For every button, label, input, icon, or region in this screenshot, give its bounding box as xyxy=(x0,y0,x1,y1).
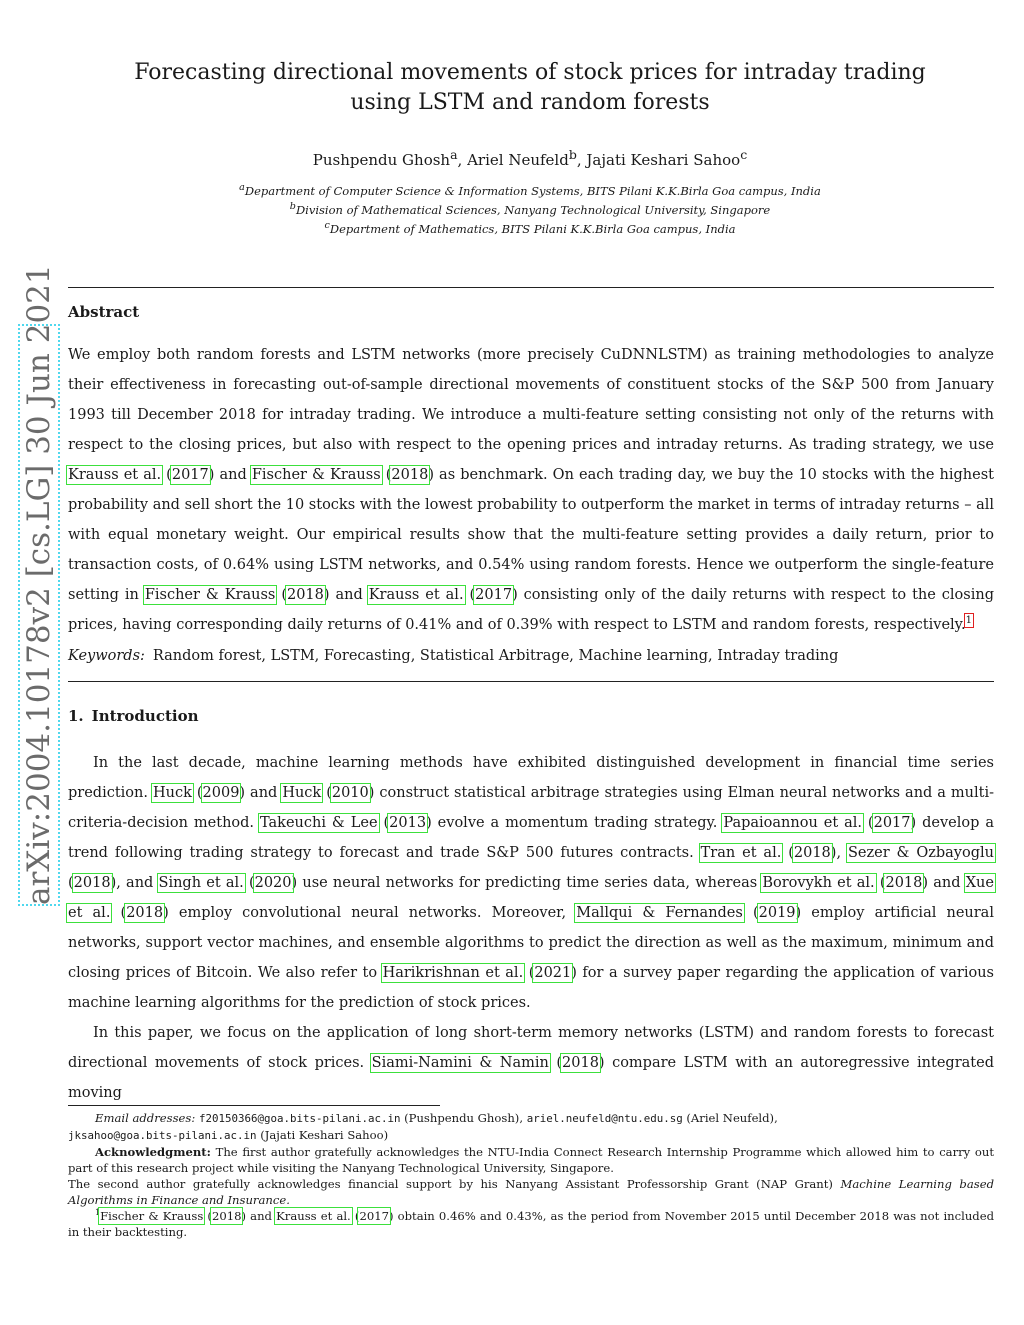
author-name: Jajati Keshari Sahoo xyxy=(586,151,741,169)
citation-link[interactable]: Fischer & Krauss xyxy=(144,587,276,603)
citation-link[interactable]: Krauss et al. xyxy=(68,467,162,483)
body-text: ) and xyxy=(922,875,966,891)
author-mark: b xyxy=(568,147,577,162)
affiliation xyxy=(120,199,940,218)
body-text: ( xyxy=(523,965,535,981)
citation-link[interactable]: Mallqui & Fernandes xyxy=(576,905,743,921)
email-owner: (Ariel Neufeld), xyxy=(682,1111,778,1125)
citation-link[interactable]: Xue et al. xyxy=(68,875,994,921)
body-text: ( xyxy=(321,785,332,801)
body-text: In this paper, we focus on the application of long short-term memory networks (LSTM) and random forests to forecast directional movements of stock prices. xyxy=(68,1025,994,1071)
footnote-text: ) obtain 0.46% and 0.43%, as the period from November 2015 until December 2018 was not included in their backtesting. xyxy=(68,1209,994,1239)
abstract-text: ( xyxy=(380,467,392,483)
body-text: ) evolve a momentum trading strategy. xyxy=(426,815,724,831)
citation-link[interactable]: Fischer & Krauss xyxy=(100,1209,204,1223)
footnote-ref-link[interactable]: 1 xyxy=(965,615,972,627)
citation-year-link[interactable]: 2018 xyxy=(73,875,111,891)
citation-year-link[interactable]: 2018 xyxy=(286,587,324,603)
footnote-text: ) and xyxy=(241,1209,277,1223)
body-text: ( xyxy=(781,845,794,861)
body-text: ( xyxy=(742,905,759,921)
intro-paragraph-2 xyxy=(68,1018,994,1108)
affiliation xyxy=(120,180,940,199)
body-text: ( xyxy=(68,875,74,891)
abstract-text: ) as benchmark. On each trading day, we buy the 10 stocks with the highest probability and sell short the 10 stocks with the lowest probability to outperform the market in terms of intraday returns – all with equal monetary weight. Our empirical results show that the multi-feature setting provides a daily return, prior to transaction costs, of 0.64% using LSTM networks, and 0.54% using random forests. Hence we outperform the single-feature setting in xyxy=(68,467,994,603)
body-text: ) construct statistical arbitrage strategies using Elman neural networks and a multi-criteria-decision method. xyxy=(68,785,995,831)
affiliation-text: Division of Mathematical Sciences, Nanyang Technological University, Singapore xyxy=(295,202,771,217)
keywords-text: Random forest, LSTM, Forecasting, Statistical Arbitrage, Machine learning, Intraday trading xyxy=(152,648,839,664)
abstract-text: ) and xyxy=(323,587,369,603)
body-text: In the last decade, machine learning methods have exhibited distinguished development in financial time series prediction. xyxy=(68,755,994,801)
citation-year-link[interactable]: 2018 xyxy=(126,905,164,921)
body-text: ), and xyxy=(110,875,159,891)
citation-year-link[interactable]: 2017 xyxy=(359,1209,389,1223)
citation-link[interactable]: Krauss et al. xyxy=(368,587,464,603)
citation-link[interactable]: Siami-Namini & Namin xyxy=(371,1055,549,1071)
affiliation-text: Department of Mathematics, BITS Pilani K.K.Birla Goa campus, India xyxy=(329,221,736,236)
abstract-bottom-rule xyxy=(68,681,994,682)
intro-paragraph-1 xyxy=(68,748,994,1018)
citation-year-link[interactable]: 2018 xyxy=(885,875,923,891)
body-text: ( xyxy=(548,1055,563,1071)
footnotes xyxy=(68,1110,994,1240)
grant-title: Machine Learning based Algorithms in Finance and Insurance. xyxy=(68,1177,994,1207)
citation-link[interactable]: Takeuchi & Lee xyxy=(259,815,378,831)
body-text: ( xyxy=(243,875,255,891)
email-link[interactable]: ariel.neufeld@ntu.edu.sg xyxy=(526,1112,683,1125)
email-link[interactable]: jksahoo@goa.bits-pilani.ac.in xyxy=(68,1129,257,1142)
abstract-text: ( xyxy=(275,587,287,603)
keywords-label: Keywords: xyxy=(68,648,145,664)
body-text: ) compare LSTM with an autoregressive integrated moving xyxy=(68,1055,994,1101)
affiliation xyxy=(120,218,940,237)
citation-link[interactable]: Papaioannou et al. xyxy=(723,815,862,831)
body-text: ) use neural networks for predicting time series data, whereas xyxy=(291,875,763,891)
footnote-1 xyxy=(68,1208,994,1240)
abstract-text: We employ both random forests and LSTM networks (more precisely CuDNNLSTM) as training methodologies to analyze their effectiveness in forecasting out-of-sample directional movements of constituent stocks of the S&P 500 from January 1993 till December 2018 for intraday trading. We introduce a multi-feature setting consisting not only of the returns with respect to the closing prices, but also with respect to the opening prices and intraday returns. As trading strategy, we use xyxy=(68,347,994,453)
affiliation-text: Department of Computer Science & Information Systems, BITS Pilani K.K.Birla Goa campus, India xyxy=(244,183,821,198)
acknowledgment-text: The first author gratefully acknowledges the NTU-India Connect Research Internship Programme which allowed him to carry out part of this research project while visiting the Nanyang Technological University, Singapore. xyxy=(68,1145,994,1175)
footnote-mark: 1 xyxy=(95,1208,101,1218)
title-line-1: Forecasting directional movements of stock prices for intraday trading xyxy=(134,60,926,85)
citation-year-link[interactable]: 2019 xyxy=(758,905,796,921)
keywords-line xyxy=(68,644,994,668)
body-text: ) and xyxy=(239,785,283,801)
author-mark: a xyxy=(450,147,458,162)
abstract-heading: Abstract xyxy=(68,303,140,321)
body-text: ) employ artificial neural networks, support vector machines, and ensemble algorithms to predict the direction as well as the maximum, minimum and closing prices of Bitcoin. We also refer to xyxy=(68,905,994,981)
body-text: ( xyxy=(861,815,874,831)
citation-year-link[interactable]: 2017 xyxy=(171,467,209,483)
title-line-2: using LSTM and random forests xyxy=(350,90,710,115)
body-text: ), xyxy=(830,845,848,861)
citation-year-link[interactable]: 2010 xyxy=(331,785,369,801)
section-heading xyxy=(68,707,199,725)
body-text: ) employ convolutional neural networks. Moreover, xyxy=(163,905,577,921)
citation-year-link[interactable]: 2009 xyxy=(202,785,240,801)
abstract-text: ) consisting only of the daily returns with respect to the closing prices, having corresponding daily returns of 0.41% and of 0.39% with respect to LSTM and random forests, respectively. xyxy=(68,587,994,633)
citation-year-link[interactable]: 2021 xyxy=(534,965,572,981)
abstract-text: ( xyxy=(161,467,172,483)
paper-title xyxy=(120,58,940,118)
citation-link[interactable]: Singh et al. xyxy=(158,875,244,891)
affiliation-mark: a xyxy=(239,182,245,193)
citation-year-link[interactable]: 2018 xyxy=(793,845,831,861)
citation-link[interactable]: Huck xyxy=(152,785,192,801)
section-number: 1. xyxy=(68,707,84,725)
author-list: Pushpendu Ghosh$^a$, Ariel Neufeld$^b$, Jajati Keshari Sahoo$^c$ xyxy=(312,147,748,169)
acknowledgment-footnote-2 xyxy=(68,1176,994,1208)
email-owner: (Pushpendu Ghosh), xyxy=(400,1111,527,1125)
affiliation-mark: b xyxy=(289,200,296,212)
abstract-top-rule xyxy=(68,287,994,288)
email-footnote xyxy=(68,1110,994,1144)
author-name: Ariel Neufeld xyxy=(467,151,569,169)
body-text: ) develop a trend following trading strategy to forecast and trade S&P 500 futures contracts. xyxy=(68,815,994,861)
citation-year-link[interactable]: 2017 xyxy=(475,587,513,603)
body-text: ( xyxy=(191,785,203,801)
citation-link[interactable]: Tran et al. xyxy=(700,845,782,861)
arxiv-identifier[interactable]: arXiv:2004.10178v2 [cs.LG] 30 Jun 2021 xyxy=(21,264,57,905)
body-text: ) for a survey paper regarding the application of various machine learning algorithms for the prediction of stock prices. xyxy=(68,965,994,1011)
abstract-text: ( xyxy=(463,587,476,603)
citation-year-link[interactable]: 2013 xyxy=(389,815,427,831)
email-owner: (Jajati Keshari Sahoo) xyxy=(256,1128,389,1142)
citation-year-link[interactable]: 2018 xyxy=(211,1209,242,1223)
citation-link[interactable]: Borovykh et al. xyxy=(762,875,875,891)
abstract-text: ) and xyxy=(208,467,252,483)
citation-link[interactable]: Fischer & Krauss xyxy=(251,467,381,483)
acknowledgment-label: Acknowledgment: xyxy=(95,1145,211,1159)
affiliation-mark: c xyxy=(324,219,330,231)
footnote-text: ( xyxy=(350,1209,360,1223)
citation-year-link[interactable]: 2017 xyxy=(873,815,911,831)
section-title: Introduction xyxy=(91,707,199,725)
citation-year-link[interactable]: 2018 xyxy=(391,467,429,483)
citation-link[interactable]: Krauss et al. xyxy=(276,1209,351,1223)
citation-year-link[interactable]: 2018 xyxy=(562,1055,599,1071)
acknowledgment-footnote xyxy=(68,1144,994,1176)
body-text: ( xyxy=(874,875,886,891)
citation-year-link[interactable]: 2020 xyxy=(254,875,292,891)
acknowledgment-text: The second author gratefully acknowledges financial support by his Nanyang Assistant Professorship Grant (NAP Grant) xyxy=(68,1177,841,1191)
body-text: ( xyxy=(110,905,127,921)
affiliation-list xyxy=(120,180,940,236)
citation-link[interactable]: Harikrishnan et al. xyxy=(382,965,524,981)
email-link[interactable]: f20150366@goa.bits-pilani.ac.in xyxy=(198,1112,401,1125)
footnote-text: ( xyxy=(203,1209,212,1223)
author-mark: c xyxy=(740,147,748,162)
footnote-rule xyxy=(68,1105,440,1106)
citation-link[interactable]: Huck xyxy=(282,785,322,801)
author-name: Pushpendu Ghosh xyxy=(312,151,451,169)
citation-link[interactable]: Sezer & Ozbayoglu xyxy=(847,845,994,861)
body-text: ( xyxy=(377,815,390,831)
email-label: Email addresses: xyxy=(95,1111,196,1125)
abstract-body xyxy=(68,340,994,640)
